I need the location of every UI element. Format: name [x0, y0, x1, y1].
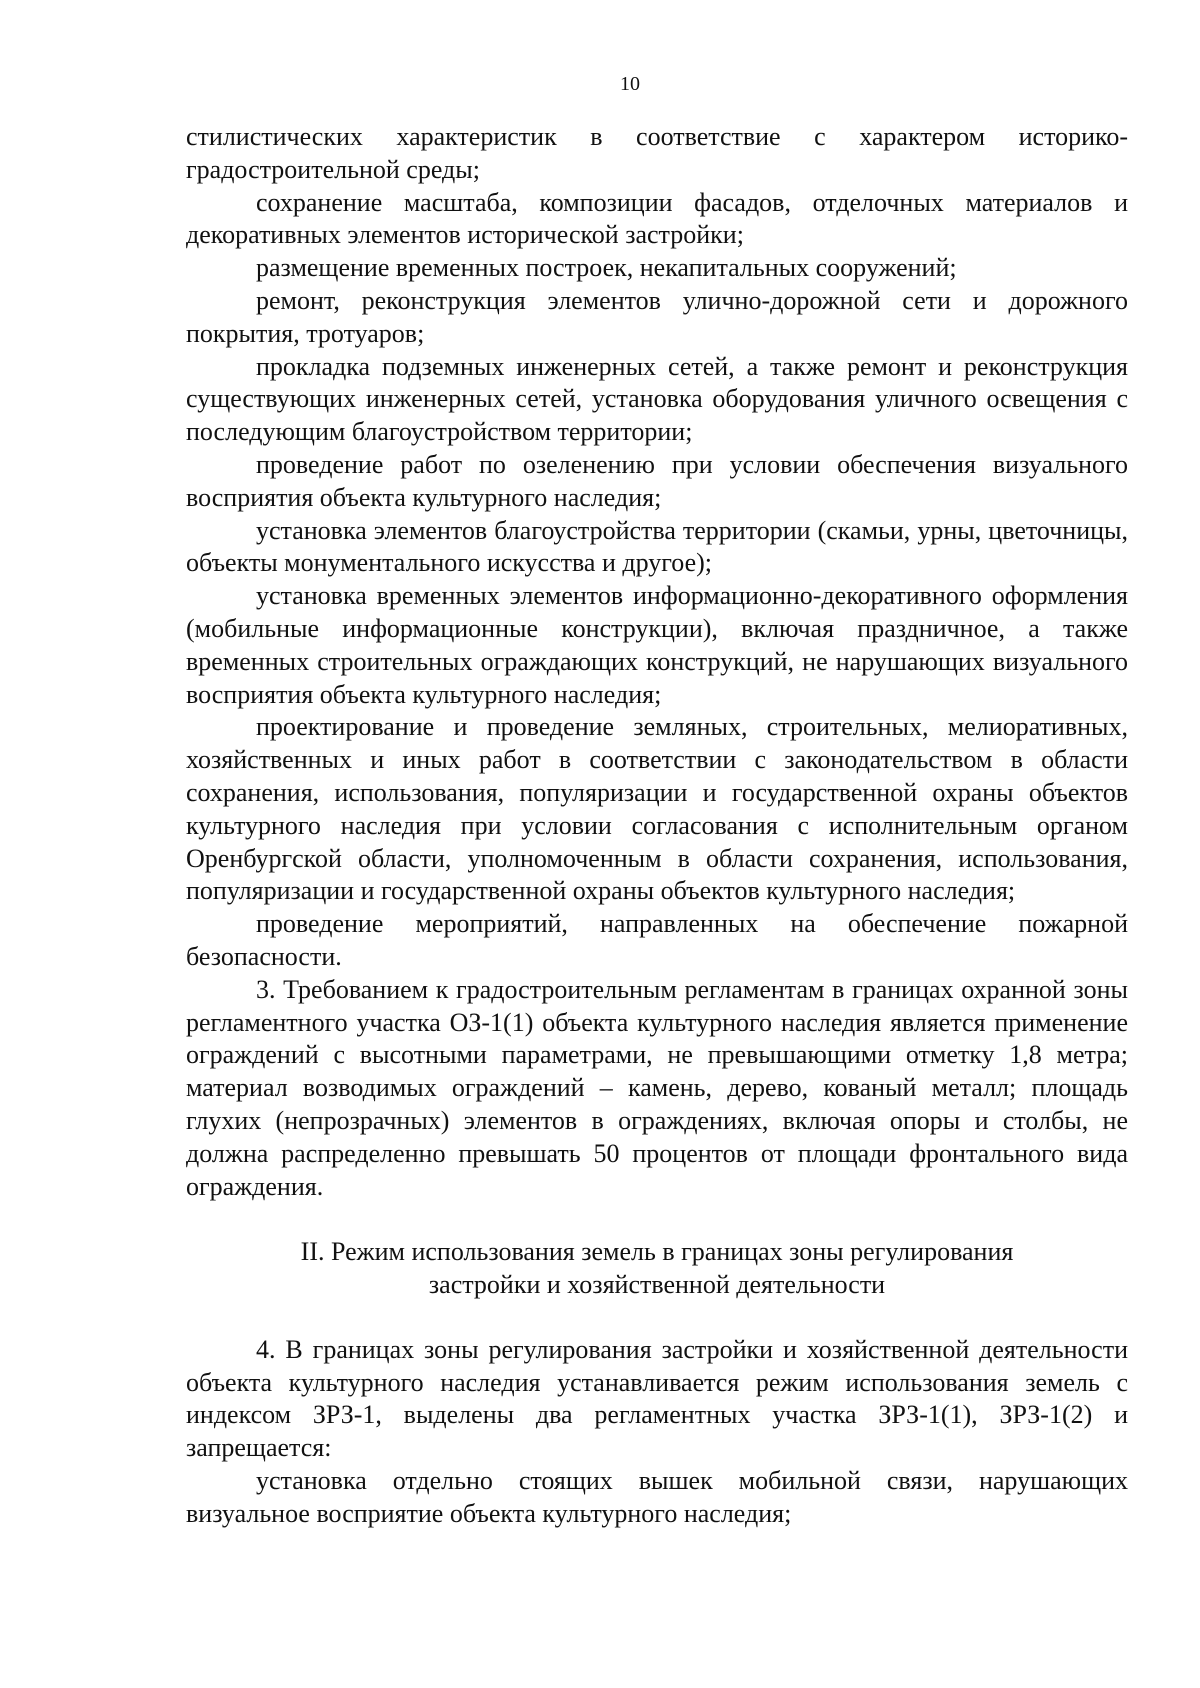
- paragraph: прокладка подземных инженерных сетей, а также ремонт и реконструкция существующих инженерных сетей, установка оборудования уличного освещения с последующим благоустройством территории;: [186, 351, 1128, 447]
- paragraph: проведение работ по озеленению при условии обеспечения визуального восприятия объекта культурного наследия;: [186, 449, 1128, 512]
- paragraph: установка элементов благоустройства территории (скамьи, урны, цветочницы, объекты монументального искусства и другое);: [186, 515, 1128, 578]
- paragraph: установка отдельно стоящих вышек мобильной связи, нарушающих визуальное восприятие объекта культурного наследия;: [186, 1466, 1128, 1528]
- paragraph: сохранение масштаба, композиции фасадов, отделочных материалов и декоративных элементов исторической застройки;: [186, 187, 1128, 250]
- paragraph-item-3: 3. Требованием к градостроительным регламентам в границах охранной зоны регламентного участка ОЗ-1(1) объекта культурного наследия является применение ограждений с высотными параметрами, не превышающими отметку 1,8 метра; материал возводимых ограждений – камень, дерево, кованый металл; площадь глухих (непрозрачных) элементов в ограждениях, включая опоры и столбы, не должна распределенно превышать 50 процентов от площади фронтального вида ограждения.: [186, 974, 1128, 1201]
- section-heading-line: II. Режим использования земель в границах зоны регулирования: [300, 1237, 1014, 1267]
- paragraph: ремонт, реконструкция элементов улично-дорожной сети и дорожного покрытия, тротуаров;: [186, 285, 1128, 348]
- section-heading-line: застройки и хозяйственной деятельности: [428, 1270, 886, 1300]
- section-heading: [186, 1236, 1128, 1302]
- paragraph: размещение временных построек, некапитальных сооружений;: [256, 253, 957, 283]
- paragraph: стилистических характеристик в соответствие с характером историко-градостроительной среды;: [186, 122, 1128, 184]
- document-body: [186, 121, 1128, 1531]
- paragraph: установка временных элементов информационно-декоративного оформления (мобильные информационные конструкции), включая праздничное, а также временных строительных ограждающих конструкций, не нарушающих визуального восприятия объекта культурного наследия;: [186, 581, 1128, 709]
- paragraph-item-4: 4. В границах зоны регулирования застройки и хозяйственной деятельности объекта культурного наследия устанавливается режим использования земель с индексом ЗРЗ-1, выделены два регламентных участка ЗРЗ-1(1), ЗРЗ-1(2) и запрещается:: [186, 1334, 1128, 1463]
- page-number: 10: [620, 73, 640, 95]
- paragraph: проведение мероприятий, направленных на обеспечение пожарной безопасности.: [186, 909, 1128, 971]
- paragraph: проектирование и проведение земляных, строительных, мелиоративных, хозяйственных и иных работ в соответствии с законодательством в области сохранения, использования, популяризации и государственной охраны объектов культурного наследия при условии согласования с исполнительным органом Оренбургской области, уполномоченным в области сохранения, использования, популяризации и государственной охраны объектов культурного наследия;: [186, 712, 1128, 906]
